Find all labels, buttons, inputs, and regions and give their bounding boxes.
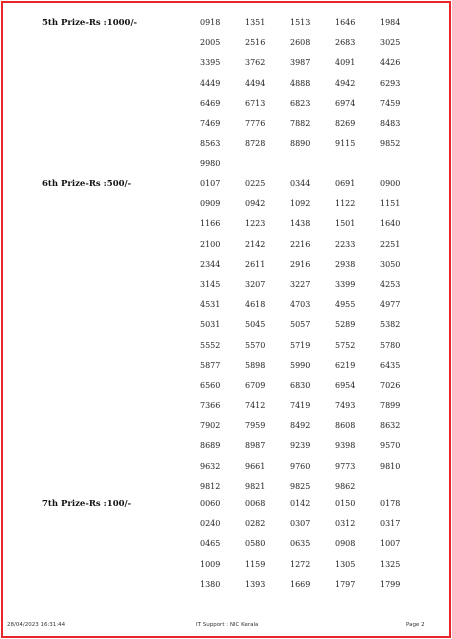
ticket-number: 9773 <box>335 461 356 471</box>
ticket-number: 7412 <box>245 401 266 411</box>
ticket-number: 0240 <box>200 519 221 529</box>
ticket-number: 1351 <box>245 18 266 27</box>
ticket-number: 6974 <box>335 98 356 108</box>
ticket-number: 0060 <box>200 499 221 508</box>
ticket-number: 6823 <box>290 98 311 108</box>
number-grid <box>200 18 425 180</box>
prize-label: 7th Prize-Rs :100/- <box>42 499 132 509</box>
ticket-number: 2608 <box>290 38 311 48</box>
ticket-number: 1799 <box>380 579 401 589</box>
ticket-number: 3227 <box>290 279 311 289</box>
ticket-number: 6830 <box>290 380 311 390</box>
ticket-number: 0635 <box>290 539 311 549</box>
ticket-number: 6713 <box>245 98 266 108</box>
ticket-number: 1984 <box>380 18 401 27</box>
ticket-number: 8890 <box>290 139 311 149</box>
ticket-number: 2005 <box>200 38 221 48</box>
ticket-number: 9862 <box>335 481 356 491</box>
ticket-number: 1305 <box>335 559 356 569</box>
ticket-number: 1223 <box>245 219 266 229</box>
ticket-number: 9825 <box>290 481 311 491</box>
ticket-number: 9239 <box>290 441 311 451</box>
ticket-number: 4449 <box>200 78 221 88</box>
ticket-number: 2938 <box>335 259 356 269</box>
ticket-number: 5057 <box>290 320 311 330</box>
ticket-number: 0150 <box>335 499 356 508</box>
ticket-number: 9810 <box>380 461 401 471</box>
ticket-number: 0142 <box>290 499 311 508</box>
ticket-number: 0465 <box>200 539 221 549</box>
ticket-number: 8632 <box>380 421 401 431</box>
ticket-number: 4091 <box>335 58 356 68</box>
ticket-number: 2142 <box>245 239 266 249</box>
ticket-number: 9852 <box>380 139 401 149</box>
ticket-number: 4977 <box>380 300 401 310</box>
ticket-number: 7366 <box>200 401 221 411</box>
ticket-number: 5570 <box>245 340 266 350</box>
ticket-number: 5990 <box>290 360 311 370</box>
ticket-number: 5898 <box>245 360 266 370</box>
ticket-number: 8608 <box>335 421 356 431</box>
footer-page-number: Page 2 <box>406 622 425 628</box>
ticket-number: 8269 <box>335 118 356 128</box>
ticket-number: 9115 <box>335 139 356 149</box>
ticket-number: 0909 <box>200 199 221 209</box>
prize-label: 6th Prize-Rs :500/- <box>42 179 132 189</box>
ticket-number: 1513 <box>290 18 311 27</box>
ticket-number: 0068 <box>245 499 266 508</box>
ticket-number: 0282 <box>245 519 266 529</box>
ticket-number: 3987 <box>290 58 311 68</box>
ticket-number: 1166 <box>200 219 221 229</box>
ticket-number: 0225 <box>245 179 266 188</box>
ticket-number: 3762 <box>245 58 266 68</box>
ticket-number: 0307 <box>290 519 311 529</box>
ticket-number: 4955 <box>335 300 356 310</box>
number-grid <box>200 179 425 502</box>
ticket-number: 9812 <box>200 481 221 491</box>
ticket-number: 4942 <box>335 78 356 88</box>
ticket-number: 0107 <box>200 179 221 188</box>
ticket-number: 4531 <box>200 300 221 310</box>
ticket-number: 6954 <box>335 380 356 390</box>
ticket-number: 2611 <box>245 259 266 269</box>
ticket-number: 2233 <box>335 239 356 249</box>
ticket-number: 3025 <box>380 38 401 48</box>
ticket-number: 4888 <box>290 78 311 88</box>
ticket-number: 4253 <box>380 279 401 289</box>
ticket-number: 7493 <box>335 401 356 411</box>
footer-support: IT Support : NIC Kerala <box>196 622 259 628</box>
ticket-number: 4494 <box>245 78 266 88</box>
ticket-number: 7902 <box>200 421 221 431</box>
ticket-number: 0942 <box>245 199 266 209</box>
ticket-number: 6293 <box>380 78 401 88</box>
ticket-number: 5031 <box>200 320 221 330</box>
ticket-number: 4618 <box>245 300 266 310</box>
ticket-number: 1009 <box>200 559 221 569</box>
ticket-number: 8728 <box>245 139 266 149</box>
ticket-number: 5552 <box>200 340 221 350</box>
ticket-number: 0691 <box>335 179 356 188</box>
ticket-number: 6435 <box>380 360 401 370</box>
ticket-number: 3050 <box>380 259 401 269</box>
ticket-number: 2216 <box>290 239 311 249</box>
ticket-number: 1640 <box>380 219 401 229</box>
ticket-number: 5045 <box>245 320 266 330</box>
ticket-number: 1438 <box>290 219 311 229</box>
ticket-number: 5877 <box>200 360 221 370</box>
ticket-number: 3399 <box>335 279 356 289</box>
ticket-number: 9760 <box>290 461 311 471</box>
ticket-number: 0580 <box>245 539 266 549</box>
ticket-number: 8987 <box>245 441 266 451</box>
ticket-number: 7899 <box>380 401 401 411</box>
ticket-number: 2516 <box>245 38 266 48</box>
prize-label: 5th Prize-Rs :1000/- <box>42 18 138 28</box>
ticket-number: 7776 <box>245 118 266 128</box>
ticket-number: 1092 <box>290 199 311 209</box>
ticket-number: 3207 <box>245 279 266 289</box>
ticket-number: 9398 <box>335 441 356 451</box>
ticket-number: 1797 <box>335 579 356 589</box>
ticket-number: 0908 <box>335 539 356 549</box>
ticket-number: 0312 <box>335 519 356 529</box>
ticket-number: 7026 <box>380 380 401 390</box>
ticket-number: 9980 <box>200 159 221 169</box>
ticket-number: 8689 <box>200 441 221 451</box>
ticket-number: 1159 <box>245 559 266 569</box>
ticket-number: 1669 <box>290 579 311 589</box>
ticket-number: 6219 <box>335 360 356 370</box>
ticket-number: 8563 <box>200 139 221 149</box>
ticket-number: 0344 <box>290 179 311 188</box>
ticket-number: 5719 <box>290 340 311 350</box>
ticket-number: 9821 <box>245 481 266 491</box>
ticket-number: 9661 <box>245 461 266 471</box>
ticket-number: 7459 <box>380 98 401 108</box>
ticket-number: 9570 <box>380 441 401 451</box>
ticket-number: 0317 <box>380 519 401 529</box>
ticket-number: 2683 <box>335 38 356 48</box>
ticket-number: 3145 <box>200 279 221 289</box>
ticket-number: 1501 <box>335 219 356 229</box>
number-grid <box>200 499 425 600</box>
ticket-number: 6469 <box>200 98 221 108</box>
ticket-number: 2251 <box>380 239 401 249</box>
ticket-number: 1007 <box>380 539 401 549</box>
ticket-number: 8492 <box>290 421 311 431</box>
ticket-number: 1151 <box>380 199 401 209</box>
ticket-number: 1325 <box>380 559 401 569</box>
ticket-number: 7469 <box>200 118 221 128</box>
ticket-number: 4703 <box>290 300 311 310</box>
ticket-number: 1272 <box>290 559 311 569</box>
ticket-number: 1122 <box>335 199 356 209</box>
ticket-number: 7959 <box>245 421 266 431</box>
ticket-number: 2344 <box>200 259 221 269</box>
ticket-number: 9632 <box>200 461 221 471</box>
ticket-number: 2100 <box>200 239 221 249</box>
ticket-number: 6560 <box>200 380 221 390</box>
ticket-number: 4426 <box>380 58 401 68</box>
ticket-number: 0900 <box>380 179 401 188</box>
ticket-number: 5289 <box>335 320 356 330</box>
ticket-number: 8483 <box>380 118 401 128</box>
ticket-number: 3395 <box>200 58 221 68</box>
ticket-number: 5780 <box>380 340 401 350</box>
ticket-number: 7419 <box>290 401 311 411</box>
ticket-number: 2916 <box>290 259 311 269</box>
ticket-number: 6709 <box>245 380 266 390</box>
ticket-number: 0918 <box>200 18 221 27</box>
ticket-number: 7882 <box>290 118 311 128</box>
ticket-number: 1380 <box>200 579 221 589</box>
ticket-number: 1646 <box>335 18 356 27</box>
ticket-number: 5752 <box>335 340 356 350</box>
ticket-number: 0178 <box>380 499 401 508</box>
footer-datetime: 28/04/2023 16:31:44 <box>7 622 66 628</box>
ticket-number: 5382 <box>380 320 401 330</box>
ticket-number: 1393 <box>245 579 266 589</box>
